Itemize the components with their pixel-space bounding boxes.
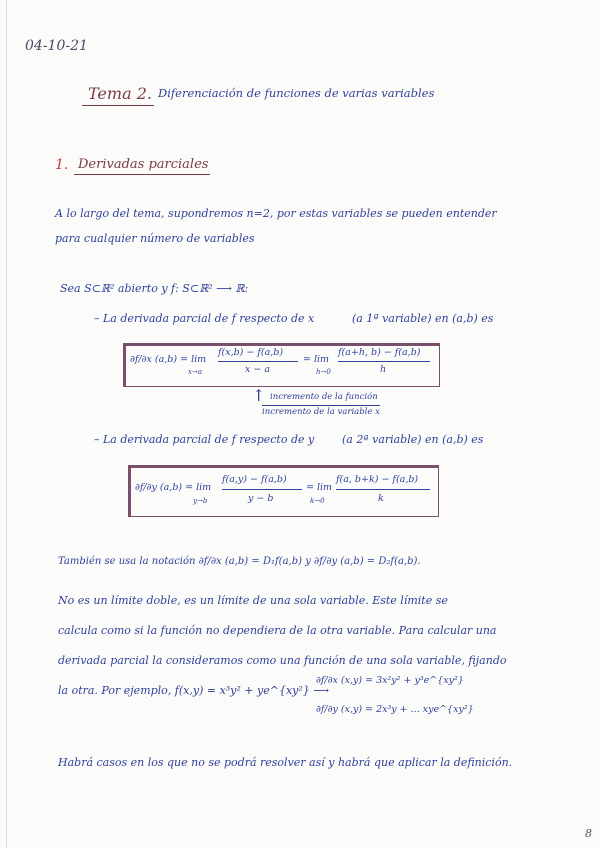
annotation-bar: [262, 405, 380, 406]
dx-lim-sub-2: h→0: [316, 368, 331, 376]
dy-note: (a 2ª variable) en (a,b) es: [342, 433, 484, 446]
dx-frac1-num: f(x,b) − f(a,b): [218, 347, 284, 358]
dx-label: – La derivada parcial de f respecto de x: [94, 312, 315, 325]
dx-lim-sub-1: x→a: [188, 368, 202, 376]
para-line-2: calcula como si la función no dependiera de la otra variable. Para calcular una: [58, 624, 497, 637]
dy-formula-left: ∂f/∂y (a,b) = lim: [135, 482, 212, 493]
dy-lim-sub-1: y→b: [193, 497, 208, 505]
dy-lim-sub-2: k→0: [310, 497, 325, 505]
setup-line: Sea S⊂ℝ² abierto y f: S⊂ℝ² ⟶ ℝ:: [60, 282, 249, 295]
dx-formula-mid: = lim: [303, 354, 330, 365]
dy-frac2-bar: [336, 489, 430, 490]
example-dx: ∂f/∂x (x,y) = 3x²y² + y³e^{xy²}: [316, 675, 464, 686]
dx-annotation-2: incremento de la variable x: [262, 407, 380, 417]
topic-number: Tema 2.: [88, 84, 152, 103]
dy-label: – La derivada parcial de f respecto de y: [94, 433, 315, 446]
dy-formula-mid: = lim: [306, 482, 333, 493]
intro-line-1: A lo largo del tema, supondremos n=2, por estas variables se pueden entender: [55, 207, 497, 220]
up-arrow-icon: ↑: [252, 386, 266, 405]
dx-frac2-den: h: [380, 364, 387, 375]
para-line-4: la otra. Por ejemplo, f(x,y) = x³y² + ye^{xy²} ⟶: [58, 684, 330, 697]
page-number: 8: [585, 827, 592, 840]
section-title: Derivadas parciales: [78, 157, 209, 172]
dy-frac2-den: k: [378, 493, 384, 504]
intro-line-2: para cualquier número de variables: [55, 232, 255, 245]
dy-frac2-num: f(a, b+k) − f(a,b): [336, 474, 419, 485]
dy-frac1-bar: [222, 489, 302, 490]
dy-frac1-num: f(a,y) − f(a,b): [222, 474, 287, 485]
date: 04-10-21: [25, 38, 88, 54]
dx-note: (a 1ª variable) en (a,b) es: [352, 312, 494, 325]
dx-frac2-num: f(a+h, b) − f(a,b): [338, 347, 421, 358]
dx-frac1-den: x − a: [245, 364, 271, 375]
dx-frac1-bar: [218, 361, 298, 362]
example-dy: ∂f/∂y (x,y) = 2x³y + ... xye^{xy²}: [316, 704, 474, 715]
dx-formula-left: ∂f/∂x (a,b) = lim: [130, 354, 207, 365]
closing-line: Habrá casos en los que no se podrá resolver así y habrá que aplicar la definición.: [58, 756, 513, 769]
para-line-1: No es un límite doble, es un límite de una sola variable. Este límite se: [58, 594, 448, 607]
dy-frac1-den: y − b: [248, 493, 274, 504]
dx-annotation-1: incremento de la función: [270, 392, 378, 402]
section-number: 1.: [55, 157, 69, 173]
dx-frac2-bar: [338, 361, 430, 362]
topic-title: Diferenciación de funciones de varias variables: [158, 86, 435, 100]
margin-line: [6, 0, 7, 848]
para-line-3: derivada parcial la consideramos como una función de una sola variable, fijando: [58, 654, 507, 667]
notation-line: También se usa la notación ∂f/∂x (a,b) = D₁f(a,b) y ∂f/∂y (a,b) = D₂f(a,b).: [58, 556, 421, 567]
